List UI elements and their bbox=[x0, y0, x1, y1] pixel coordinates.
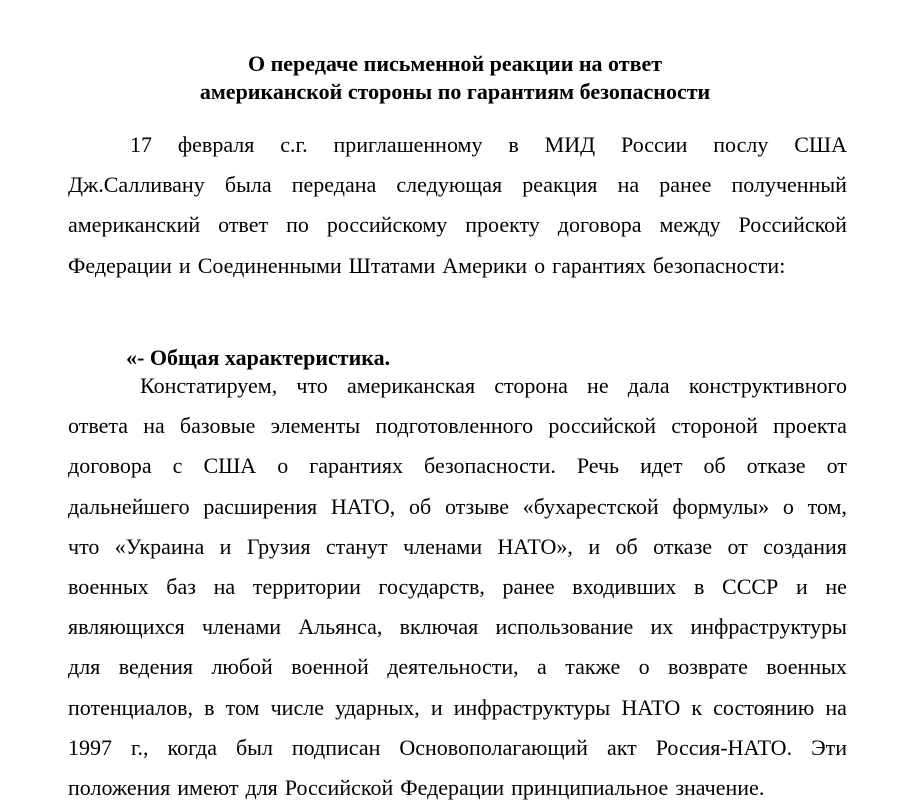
text-line: дальнейшего расширения НАТО, об отзыве «бухарестской формулы» о том, bbox=[68, 493, 847, 519]
text-line: 17 февраля с.г. приглашенному в МИД России послу США bbox=[130, 132, 847, 157]
text-line: договора с США о гарантиях безопасности. Речь идет об отказе от bbox=[68, 453, 847, 479]
text-line: Констатируем, что американская сторона не дала конструктивного bbox=[140, 373, 847, 398]
text-line: для ведения любой военной деятельности, а также о возврате военных bbox=[68, 654, 847, 680]
title-line-2: американской стороны по гарантиям безопасности bbox=[199, 79, 711, 104]
text-line: что «Украина и Грузия станут членами НАТО», и об отказе от создания bbox=[68, 533, 847, 559]
text-line: американский ответ по российскому проекту договора между Российской bbox=[68, 212, 847, 238]
text-line: 1997 г., когда был подписан Основополагающий акт Россия-НАТО. Эти bbox=[68, 734, 847, 760]
section-heading: «- Общая характеристика. bbox=[126, 345, 391, 370]
text-line: Федерации и Соединенными Штатами Америки о гарантиях безопасности: bbox=[68, 252, 786, 278]
text-line: являющихся членами Альянса, включая использование их инфраструктуры bbox=[68, 614, 847, 640]
document-title bbox=[60, 50, 850, 106]
body-paragraph bbox=[68, 366, 847, 808]
intro-paragraph bbox=[68, 125, 847, 286]
text-line: военных баз на территории государств, ранее входивших в СССР и не bbox=[68, 573, 847, 599]
text-line: Дж.Салливану была передана следующая реакция на ранее полученный bbox=[68, 172, 847, 198]
text-line: ответа на базовые элементы подготовленного российской стороной проекта bbox=[68, 413, 847, 439]
text-line: потенциалов, в том числе ударных, и инфраструктуры НАТО к состоянию на bbox=[68, 694, 847, 720]
text-line: положения имеют для Российской Федерации принципиальное значение. bbox=[68, 774, 765, 800]
title-line-1: О передаче письменной реакции на ответ bbox=[247, 51, 663, 76]
